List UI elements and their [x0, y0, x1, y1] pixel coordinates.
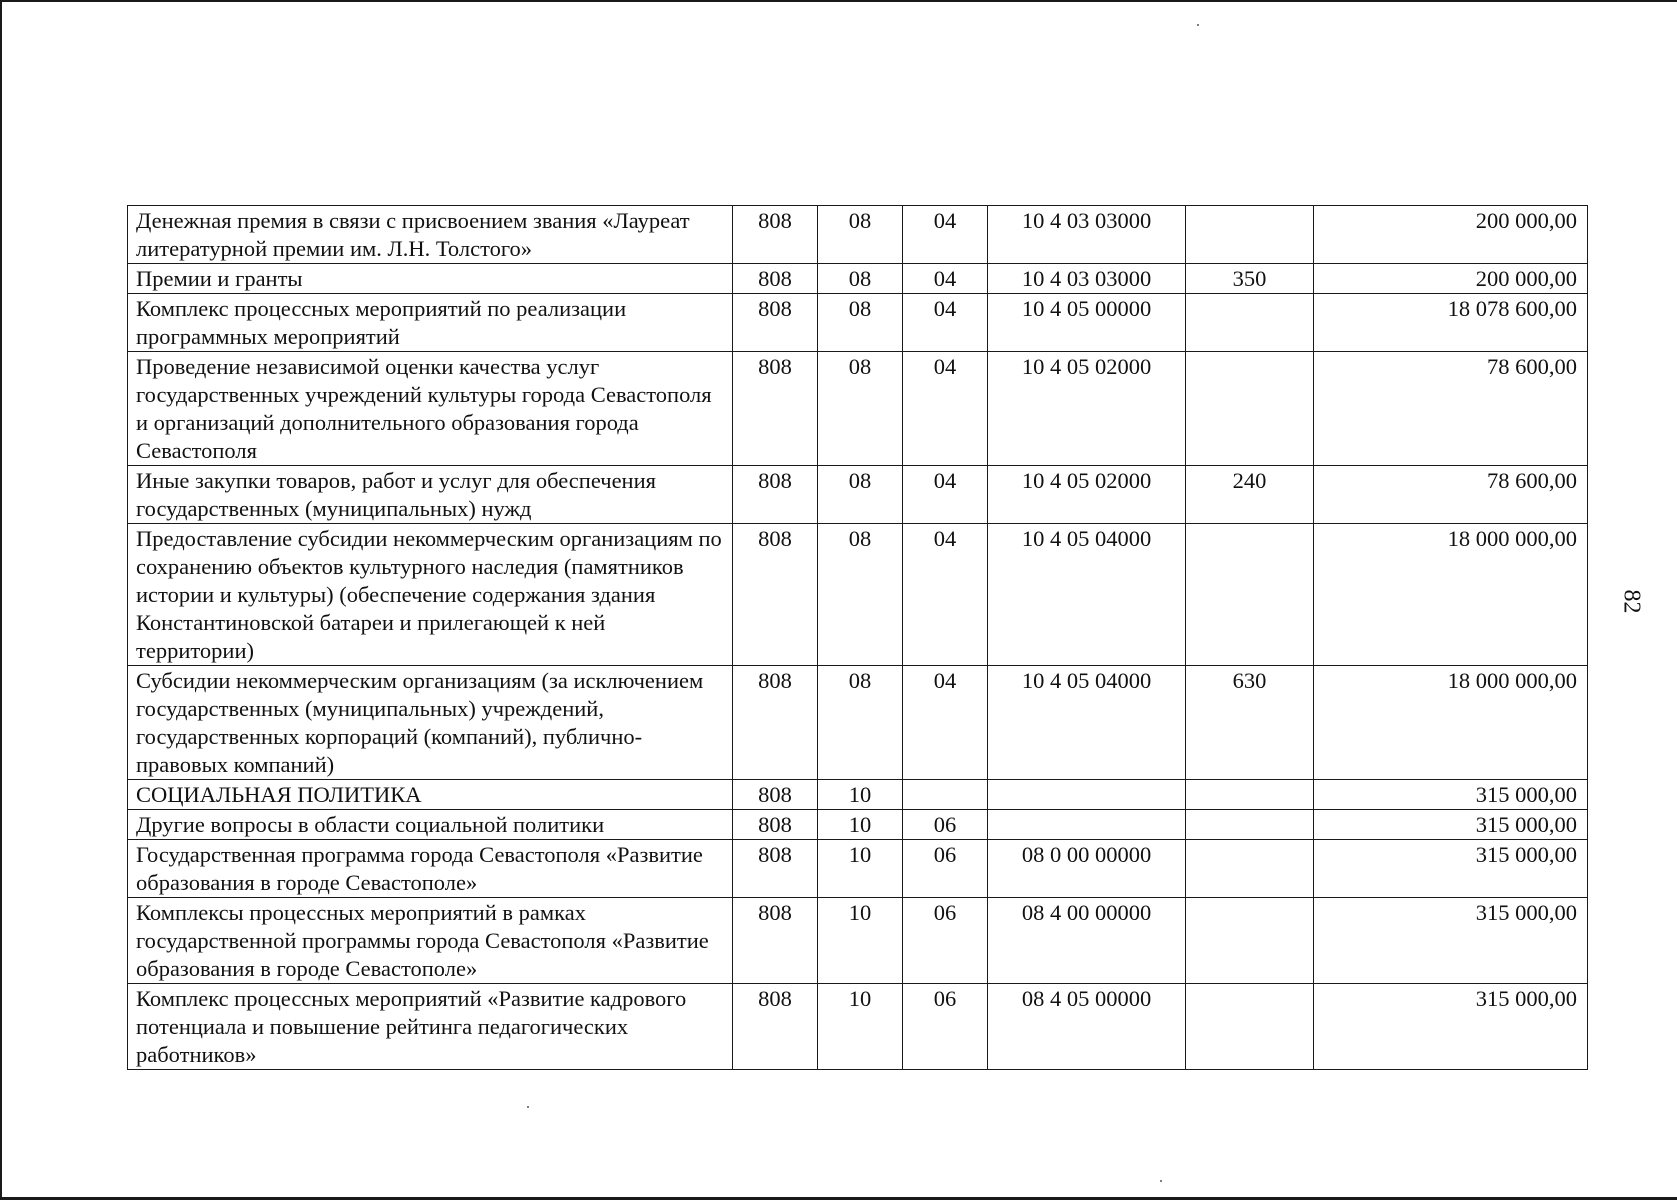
table-row	[128, 206, 1588, 264]
row-name-cell: СОЦИАЛЬНАЯ ПОЛИТИКА	[128, 780, 733, 810]
section-code-cell: 08	[818, 206, 903, 264]
section-code-cell: 10	[818, 780, 903, 810]
budget-table	[127, 205, 1588, 1070]
expense-type-cell	[1186, 780, 1314, 810]
table-row	[128, 524, 1588, 666]
ved-code-cell: 808	[733, 524, 818, 666]
table-row	[128, 810, 1588, 840]
subsection-code-cell: 06	[903, 984, 988, 1070]
amount-cell: 315 000,00	[1314, 840, 1588, 898]
table-row	[128, 352, 1588, 466]
subsection-code-cell: 04	[903, 264, 988, 294]
target-article-cell	[988, 810, 1186, 840]
section-code-cell: 10	[818, 840, 903, 898]
target-article-cell: 10 4 03 03000	[988, 206, 1186, 264]
table-row	[128, 984, 1588, 1070]
row-name-cell: Комплекс процессных мероприятий по реализации программных мероприятий	[128, 294, 733, 352]
subsection-code-cell: 04	[903, 524, 988, 666]
subsection-code-cell: 04	[903, 206, 988, 264]
scan-speck	[527, 1106, 529, 1108]
section-code-cell: 08	[818, 466, 903, 524]
ved-code-cell: 808	[733, 352, 818, 466]
table-row	[128, 294, 1588, 352]
ved-code-cell: 808	[733, 810, 818, 840]
table-row	[128, 780, 1588, 810]
target-article-cell: 10 4 05 02000	[988, 466, 1186, 524]
amount-cell: 315 000,00	[1314, 898, 1588, 984]
section-code-cell: 08	[818, 294, 903, 352]
table-row	[128, 898, 1588, 984]
row-name-cell: Денежная премия в связи с присвоением звания «Лауреат литературной премии им. Л.Н. Толстого»	[128, 206, 733, 264]
expense-type-cell	[1186, 898, 1314, 984]
section-code-cell: 10	[818, 898, 903, 984]
target-article-cell: 10 4 05 04000	[988, 524, 1186, 666]
amount-cell: 200 000,00	[1314, 264, 1588, 294]
amount-cell: 200 000,00	[1314, 206, 1588, 264]
ved-code-cell: 808	[733, 206, 818, 264]
ved-code-cell: 808	[733, 780, 818, 810]
section-code-cell: 08	[818, 666, 903, 780]
subsection-code-cell: 06	[903, 898, 988, 984]
target-article-cell: 08 4 00 00000	[988, 898, 1186, 984]
section-code-cell: 10	[818, 984, 903, 1070]
amount-cell: 18 000 000,00	[1314, 524, 1588, 666]
subsection-code-cell: 04	[903, 294, 988, 352]
expense-type-cell: 630	[1186, 666, 1314, 780]
scan-speck	[1197, 24, 1199, 26]
amount-cell: 315 000,00	[1314, 810, 1588, 840]
expense-type-cell: 350	[1186, 264, 1314, 294]
amount-cell: 315 000,00	[1314, 780, 1588, 810]
target-article-cell: 10 4 05 00000	[988, 294, 1186, 352]
amount-cell: 78 600,00	[1314, 466, 1588, 524]
amount-cell: 315 000,00	[1314, 984, 1588, 1070]
expense-type-cell	[1186, 840, 1314, 898]
table-row	[128, 466, 1588, 524]
row-name-cell: Субсидии некоммерческим организациям (за исключением государственных (муниципальных) учреждений, государственных корпораций (компаний), публично-правовых компаний)	[128, 666, 733, 780]
row-name-cell: Комплекс процессных мероприятий «Развитие кадрового потенциала и повышение рейтинга педагогических работников»	[128, 984, 733, 1070]
ved-code-cell: 808	[733, 264, 818, 294]
page-number: 82	[1618, 589, 1645, 614]
row-name-cell: Иные закупки товаров, работ и услуг для обеспечения государственных (муниципальных) нужд	[128, 466, 733, 524]
target-article-cell: 10 4 05 04000	[988, 666, 1186, 780]
row-name-cell: Проведение независимой оценки качества услуг государственных учреждений культуры города Севастополя и организаций дополнительного образования города Севастополя	[128, 352, 733, 466]
expense-type-cell	[1186, 294, 1314, 352]
target-article-cell: 08 4 05 00000	[988, 984, 1186, 1070]
target-article-cell: 10 4 03 03000	[988, 264, 1186, 294]
ved-code-cell: 808	[733, 466, 818, 524]
expense-type-cell	[1186, 810, 1314, 840]
amount-cell: 78 600,00	[1314, 352, 1588, 466]
row-name-cell: Другие вопросы в области социальной политики	[128, 810, 733, 840]
section-code-cell: 08	[818, 524, 903, 666]
section-code-cell: 08	[818, 264, 903, 294]
table-body	[128, 206, 1588, 1070]
amount-cell: 18 078 600,00	[1314, 294, 1588, 352]
ved-code-cell: 808	[733, 984, 818, 1070]
ved-code-cell: 808	[733, 294, 818, 352]
expense-type-cell	[1186, 524, 1314, 666]
amount-cell: 18 000 000,00	[1314, 666, 1588, 780]
ved-code-cell: 808	[733, 898, 818, 984]
subsection-code-cell: 06	[903, 810, 988, 840]
table-row	[128, 264, 1588, 294]
expense-type-cell: 240	[1186, 466, 1314, 524]
section-code-cell: 08	[818, 352, 903, 466]
target-article-cell: 10 4 05 02000	[988, 352, 1186, 466]
expense-type-cell	[1186, 984, 1314, 1070]
row-name-cell: Государственная программа города Севастополя «Развитие образования в городе Севастополе»	[128, 840, 733, 898]
row-name-cell: Комплексы процессных мероприятий в рамках государственной программы города Севастополя «Развитие образования в городе Севастополе»	[128, 898, 733, 984]
expense-type-cell	[1186, 206, 1314, 264]
subsection-code-cell: 06	[903, 840, 988, 898]
subsection-code-cell: 04	[903, 352, 988, 466]
table-row	[128, 666, 1588, 780]
row-name-cell: Предоставление субсидии некоммерческим организациям по сохранению объектов культурного наследия (памятников истории и культуры) (обеспечение содержания здания Константиновской батареи и прилегающей к ней территории)	[128, 524, 733, 666]
subsection-code-cell	[903, 780, 988, 810]
ved-code-cell: 808	[733, 666, 818, 780]
subsection-code-cell: 04	[903, 466, 988, 524]
scan-speck	[1160, 1180, 1162, 1182]
section-code-cell: 10	[818, 810, 903, 840]
subsection-code-cell: 04	[903, 666, 988, 780]
table-row	[128, 840, 1588, 898]
expense-type-cell	[1186, 352, 1314, 466]
row-name-cell: Премии и гранты	[128, 264, 733, 294]
ved-code-cell: 808	[733, 840, 818, 898]
target-article-cell	[988, 780, 1186, 810]
target-article-cell: 08 0 00 00000	[988, 840, 1186, 898]
